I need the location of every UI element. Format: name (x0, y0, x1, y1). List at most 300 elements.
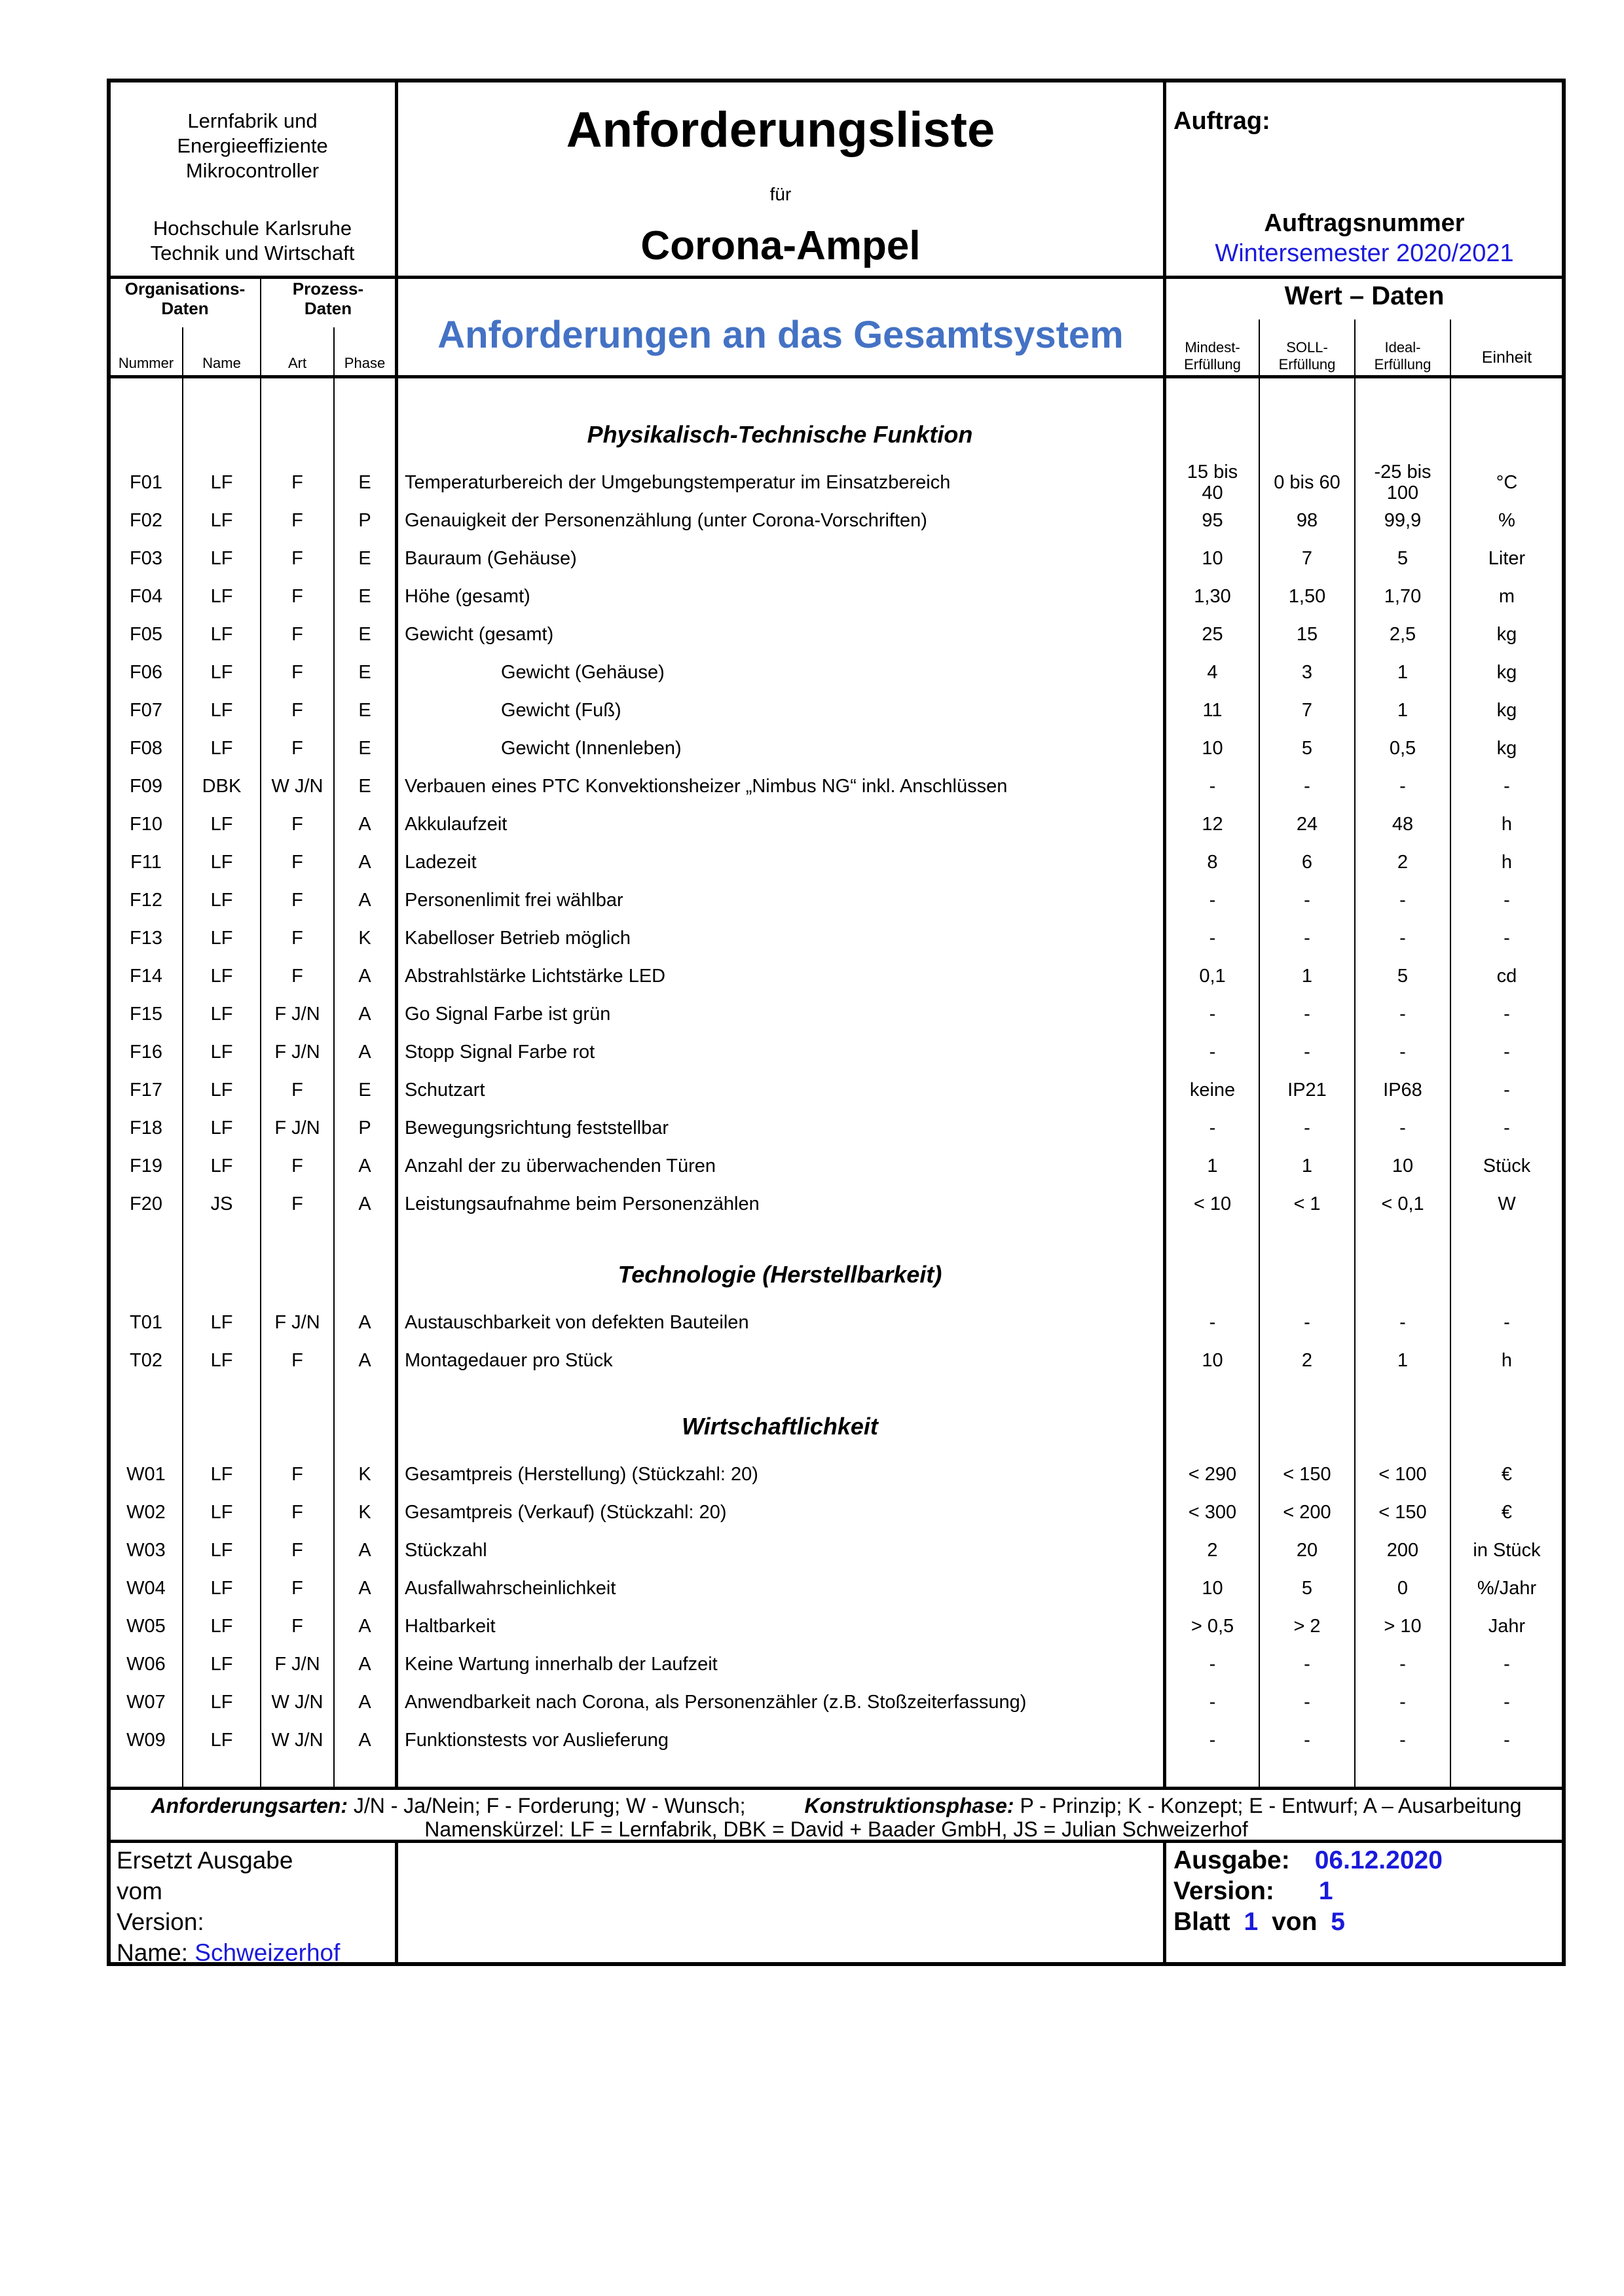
cell-nr: F13 (130, 928, 162, 949)
cell-unit: - (1504, 890, 1510, 911)
cell-description: Bauraum (Gehäuse) (405, 548, 577, 569)
cell-description: Leistungsaufnahme beim Personenzählen (405, 1194, 760, 1214)
cell-description: Montagedauer pro Stück (405, 1350, 613, 1371)
cell-soll: 5 (1301, 738, 1313, 759)
cell-nr: T01 (130, 1312, 162, 1333)
cell-unit: m (1498, 586, 1515, 607)
org-data-group: Organisations- Daten (124, 279, 246, 318)
cell-unit: %/Jahr (1477, 1578, 1537, 1599)
cell-description: Anzahl der zu überwachenden Türen (405, 1156, 716, 1176)
cell-art: F (291, 928, 303, 949)
cell-description: Go Signal Farbe ist grün (405, 1004, 611, 1025)
cell-phase: E (358, 1080, 371, 1101)
cell-unit: W (1498, 1194, 1516, 1214)
cell-art: F (291, 966, 303, 987)
cell-soll: 5 (1301, 1578, 1313, 1599)
cell-nr: F05 (130, 624, 162, 645)
cell-min: keine (1189, 1080, 1236, 1101)
cell-unit: kg (1496, 624, 1517, 645)
cell-nr: W02 (126, 1502, 166, 1523)
cell-description: Verbauen eines PTC Konvektionsheizer „Nimbus NG“ inkl. Anschlüssen (405, 776, 1008, 797)
cell-unit: - (1504, 776, 1510, 797)
cell-name: LF (210, 1616, 233, 1637)
cell-phase: E (358, 662, 371, 683)
cell-nr: W05 (126, 1616, 166, 1637)
cell-min: 10 (1202, 1350, 1223, 1371)
cell-unit: - (1504, 1730, 1510, 1751)
cell-unit: Stück (1483, 1156, 1531, 1176)
cell-min: - (1209, 1118, 1216, 1139)
cell-min: < 10 (1193, 1194, 1232, 1214)
cell-phase: E (358, 738, 371, 759)
cell-description: Gesamtpreis (Verkauf) (Stückzahl: 20) (405, 1502, 727, 1523)
cell-nr: F07 (130, 700, 162, 721)
legend (110, 1794, 1562, 1841)
cell-nr: T02 (130, 1350, 162, 1371)
cell-art: F (291, 738, 303, 759)
cell-ideal: 10 (1392, 1156, 1414, 1176)
cell-min: 10 (1202, 548, 1223, 569)
cell-ideal: 48 (1392, 814, 1414, 835)
section-title: Physikalisch-Technische Funktion (587, 421, 973, 448)
cell-art: F J/N (274, 1004, 320, 1025)
cell-min: 15 bis 40 (1187, 462, 1238, 503)
cell-phase: A (358, 1730, 371, 1751)
footer-name-value: Schweizerhof (194, 1939, 341, 1966)
cell-ideal: - (1399, 890, 1406, 911)
cell-nr: F17 (130, 1080, 162, 1101)
cell-unit: kg (1496, 662, 1517, 683)
cell-name: LF (210, 1540, 233, 1561)
cell-phase: A (358, 1654, 371, 1675)
cell-art: F (291, 1194, 303, 1214)
col-header-nummer: Nummer (118, 355, 174, 371)
section-title: Wirtschaftlichkeit (682, 1413, 878, 1440)
cell-nr: F04 (130, 586, 162, 607)
fuer-label: für (769, 184, 792, 204)
cell-name: LF (210, 586, 233, 607)
cell-nr: W01 (126, 1464, 166, 1485)
cell-ideal: - (1399, 776, 1406, 797)
product-name: Corona-Ampel (640, 223, 921, 268)
cell-name: LF (210, 472, 233, 493)
cell-soll: > 2 (1293, 1616, 1321, 1637)
cell-description: Gewicht (Gehäuse) (501, 662, 665, 683)
cell-min: 1,30 (1194, 586, 1231, 607)
cell-min: 8 (1207, 852, 1218, 873)
cell-phase: P (358, 510, 371, 531)
cell-name: LF (210, 814, 233, 835)
cell-soll: - (1304, 776, 1310, 797)
cell-art: F (291, 662, 303, 683)
cell-nr: W06 (126, 1654, 166, 1675)
cell-min: - (1209, 1654, 1216, 1675)
cell-nr: W09 (126, 1730, 166, 1751)
footer-left-border (395, 1840, 398, 1964)
cell-phase: A (358, 1156, 371, 1176)
cell-phase: A (358, 1312, 371, 1333)
cell-name: LF (210, 738, 233, 759)
footer-right: Ausgabe: 06.12.2020 Version: 1 Blatt 1 von 5 (1173, 1846, 1443, 1936)
cell-phase: E (358, 548, 371, 569)
col-header-ideal: Ideal- Erfüllung (1374, 339, 1431, 373)
cell-art: W J/N (271, 1730, 323, 1751)
cell-soll: - (1304, 1730, 1310, 1751)
cell-ideal: 200 (1386, 1540, 1419, 1561)
cell-min: 10 (1202, 738, 1223, 759)
cell-nr: F02 (130, 510, 162, 531)
cell-min: < 290 (1188, 1464, 1237, 1485)
cell-name: LF (210, 1578, 233, 1599)
cell-phase: E (358, 700, 371, 721)
cell-unit: h (1501, 814, 1513, 835)
cell-phase: A (358, 1042, 371, 1063)
cell-art: F J/N (274, 1118, 320, 1139)
cell-min: 4 (1207, 662, 1218, 683)
cell-nr: F08 (130, 738, 162, 759)
cell-unit: Liter (1488, 548, 1526, 569)
cell-nr: F16 (130, 1042, 162, 1063)
col-header-min: Mindest- Erfüllung (1184, 339, 1241, 373)
cell-nr: F06 (130, 662, 162, 683)
footer-right-border (1163, 1840, 1166, 1964)
cell-phase: K (358, 1502, 371, 1523)
cell-min: - (1209, 928, 1216, 949)
cell-ideal: - (1399, 1004, 1406, 1025)
cell-soll: 1 (1301, 966, 1313, 987)
cell-ideal: < 100 (1378, 1464, 1427, 1485)
cell-phase: A (358, 1692, 371, 1713)
cell-description: Genauigkeit der Personenzählung (unter Corona-Vorschriften) (405, 510, 927, 531)
cell-name: LF (210, 1350, 233, 1371)
cell-soll: - (1304, 1118, 1310, 1139)
cell-art: F (291, 548, 303, 569)
cell-ideal: - (1399, 1692, 1406, 1713)
cell-description: Abstrahlstärke Lichtstärke LED (405, 966, 666, 987)
cell-unit: - (1504, 1080, 1510, 1101)
cell-phase: A (358, 890, 371, 911)
cell-art: F (291, 814, 303, 835)
cell-art: F (291, 1350, 303, 1371)
cell-nr: W03 (126, 1540, 166, 1561)
cell-description: Schutzart (405, 1080, 485, 1101)
auftragsnummer-label: Auftragsnummer (1264, 210, 1465, 237)
cell-ideal: - (1399, 1312, 1406, 1333)
org-name: Lernfabrik und Energieeffiziente Mikrocontroller (177, 109, 328, 182)
cell-name: LF (210, 624, 233, 645)
cell-description: Ausfallwahrscheinlichkeit (405, 1578, 616, 1599)
cell-name: LF (210, 1080, 233, 1101)
cell-nr: F18 (130, 1118, 162, 1139)
cell-ideal: 5 (1397, 966, 1409, 987)
col-header-art: Art (287, 355, 307, 371)
col-header-name: Name (202, 355, 241, 371)
cell-soll: 6 (1301, 852, 1313, 873)
cell-art: W J/N (271, 776, 323, 797)
section-title: Technologie (Herstellbarkeit) (618, 1261, 942, 1288)
col-header-soll: SOLL- Erfüllung (1278, 339, 1336, 373)
cell-ideal: - (1399, 1730, 1406, 1751)
cell-min: 0,1 (1199, 966, 1226, 987)
subheader-separator (107, 375, 1566, 378)
cell-art: F (291, 472, 303, 493)
cell-nr: F09 (130, 776, 162, 797)
cell-ideal: 2 (1397, 852, 1409, 873)
cell-nr: W04 (126, 1578, 166, 1599)
cell-phase: A (358, 1616, 371, 1637)
cell-name: LF (210, 1004, 233, 1025)
cell-ideal: - (1399, 928, 1406, 949)
cell-ideal: IP68 (1383, 1080, 1422, 1101)
cell-art: F (291, 1156, 303, 1176)
col-header-phase: Phase (344, 355, 386, 371)
cell-art: F (291, 852, 303, 873)
cell-name: LF (210, 1118, 233, 1139)
cell-soll: IP21 (1287, 1080, 1327, 1101)
cell-ideal: 1 (1397, 662, 1409, 683)
cell-min: < 300 (1188, 1502, 1237, 1523)
cell-unit: in Stück (1473, 1540, 1541, 1561)
cell-nr: F15 (130, 1004, 162, 1025)
cell-min: - (1209, 1312, 1216, 1333)
cell-phase: E (358, 624, 371, 645)
cell-name: LF (210, 928, 233, 949)
document-title: Anforderungsliste (566, 102, 995, 158)
cell-description: Gewicht (Innenleben) (501, 738, 682, 759)
cell-unit: - (1504, 1654, 1510, 1675)
cell-name: DBK (202, 776, 242, 797)
cell-unit: - (1504, 1692, 1510, 1713)
cell-unit: cd (1496, 966, 1517, 987)
cell-description: Kabelloser Betrieb möglich (405, 928, 631, 949)
cell-phase: P (358, 1118, 371, 1139)
cell-art: F (291, 624, 303, 645)
ausgabe-value: 06.12.2020 (1314, 1846, 1443, 1874)
cell-name: LF (210, 1502, 233, 1523)
cell-phase: K (358, 928, 371, 949)
cell-ideal: 0,5 (1389, 738, 1416, 759)
cell-ideal: 0 (1397, 1578, 1409, 1599)
legend-names: Namenskürzel: LF = Lernfabrik, DBK = David + Baader GmbH, JS = Julian Schweizerhof (424, 1817, 1248, 1841)
cell-ideal: - (1399, 1654, 1406, 1675)
cell-soll: 3 (1301, 662, 1313, 683)
cell-unit: % (1498, 510, 1515, 531)
process-data-group: Prozess- Daten (292, 279, 364, 318)
cell-soll: - (1304, 1654, 1310, 1675)
cell-min: 25 (1202, 624, 1223, 645)
cell-soll: - (1304, 928, 1310, 949)
cell-ideal: 2,5 (1389, 624, 1416, 645)
cell-min: 95 (1202, 510, 1223, 531)
cell-min: 2 (1207, 1540, 1218, 1561)
cell-unit: - (1504, 1004, 1510, 1025)
cell-phase: K (358, 1464, 371, 1485)
cell-name: LF (210, 1042, 233, 1063)
cell-min: - (1209, 1004, 1216, 1025)
cell-description: Haltbarkeit (405, 1616, 496, 1637)
cell-nr: F10 (130, 814, 162, 835)
cell-ideal: - (1399, 1042, 1406, 1063)
cell-phase: E (358, 586, 371, 607)
cell-unit: kg (1496, 700, 1517, 721)
cell-unit: h (1501, 1350, 1513, 1371)
cell-description: Personenlimit frei wählbar (405, 890, 623, 911)
cell-soll: 15 (1296, 624, 1318, 645)
cell-ideal: < 0,1 (1381, 1194, 1424, 1214)
cell-name: LF (210, 1730, 233, 1751)
cell-unit: Jahr (1488, 1616, 1526, 1637)
cell-description: Gewicht (gesamt) (405, 624, 554, 645)
cell-soll: 24 (1296, 814, 1318, 835)
cell-name: LF (210, 1156, 233, 1176)
auftragsnummer-value: Wintersemester 2020/2021 (1215, 240, 1514, 267)
cell-phase: A (358, 852, 371, 873)
cell-name: LF (210, 1464, 233, 1485)
cell-name: LF (210, 662, 233, 683)
cell-name: LF (210, 966, 233, 987)
cell-min: - (1209, 1730, 1216, 1751)
cell-min: > 0,5 (1190, 1616, 1234, 1637)
cell-description: Gewicht (Fuß) (501, 700, 621, 721)
cell-nr: F03 (130, 548, 162, 569)
cell-description: Anwendbarkeit nach Corona, als Personenzähler (z.B. Stoßzeiterfassung) (405, 1692, 1027, 1713)
cell-art: F (291, 1616, 303, 1637)
cell-unit: °C (1496, 472, 1518, 493)
cell-soll: 2 (1301, 1350, 1313, 1371)
cell-unit: - (1504, 1042, 1510, 1063)
col-header-unit: Einheit (1481, 348, 1532, 367)
cell-min: 11 (1202, 700, 1223, 721)
cell-art: F (291, 1502, 303, 1523)
von-value: 5 (1331, 1908, 1345, 1936)
cell-ideal: 1 (1397, 1350, 1409, 1371)
cell-ideal: < 150 (1378, 1502, 1427, 1523)
cell-nr: F11 (130, 852, 162, 873)
cell-unit: € (1501, 1502, 1513, 1523)
cell-art: F J/N (274, 1042, 320, 1063)
cell-name: LF (210, 1312, 233, 1333)
cell-description: Stückzahl (405, 1540, 487, 1561)
cell-description: Stopp Signal Farbe rot (405, 1042, 595, 1063)
cell-art: F (291, 1464, 303, 1485)
blatt-value: 1 (1244, 1908, 1259, 1936)
cell-soll: 1,50 (1288, 586, 1326, 607)
cell-soll: < 1 (1293, 1194, 1321, 1214)
cell-art: F (291, 586, 303, 607)
cell-description: Keine Wartung innerhalb der Laufzeit (405, 1654, 718, 1675)
cell-soll: - (1304, 1004, 1310, 1025)
cell-min: - (1209, 890, 1216, 911)
cell-soll: - (1304, 1042, 1310, 1063)
cell-soll: - (1304, 1312, 1310, 1333)
cell-unit: h (1501, 852, 1513, 873)
cell-ideal: -25 bis 100 (1374, 462, 1431, 503)
cell-description: Akkulaufzeit (405, 814, 507, 835)
cell-phase: E (358, 472, 371, 493)
cell-soll: 7 (1301, 700, 1313, 721)
cell-name: LF (210, 890, 233, 911)
cell-min: 12 (1202, 814, 1223, 835)
cell-art: F (291, 1578, 303, 1599)
cell-phase: A (358, 1350, 371, 1371)
cell-unit: - (1504, 928, 1510, 949)
cell-nr: F01 (130, 472, 162, 493)
cell-soll: 20 (1296, 1540, 1318, 1561)
cell-art: F (291, 700, 303, 721)
cell-phase: A (358, 1004, 371, 1025)
cell-art: W J/N (271, 1692, 323, 1713)
cell-description: Funktionstests vor Auslieferung (405, 1730, 669, 1751)
footer-left: Ersetzt Ausgabe vom Version: Name: Schweizerhof (117, 1847, 341, 1966)
cell-ideal: - (1399, 1118, 1406, 1139)
cell-min: 10 (1202, 1578, 1223, 1599)
cell-nr: F19 (130, 1156, 162, 1176)
cell-phase: A (358, 814, 371, 835)
legend-top-line (107, 1787, 1566, 1790)
cell-soll: - (1304, 1692, 1310, 1713)
version-value: 1 (1318, 1877, 1333, 1905)
cell-unit: - (1504, 1118, 1510, 1139)
cell-phase: A (358, 966, 371, 987)
cell-description: Gesamtpreis (Herstellung) (Stückzahl: 20) (405, 1464, 758, 1485)
cell-unit: kg (1496, 738, 1517, 759)
cell-nr: F14 (130, 966, 162, 987)
cell-phase: E (358, 776, 371, 797)
cell-min: - (1209, 1042, 1216, 1063)
cell-soll: < 200 (1283, 1502, 1331, 1523)
cell-art: F J/N (274, 1654, 320, 1675)
cell-description: Bewegungsrichtung feststellbar (405, 1118, 669, 1139)
cell-name: LF (210, 700, 233, 721)
cell-description: Ladezeit (405, 852, 477, 873)
cell-ideal: 5 (1397, 548, 1409, 569)
cell-ideal: 1 (1397, 700, 1409, 721)
cell-nr: F20 (130, 1194, 162, 1214)
cell-phase: A (358, 1194, 371, 1214)
cell-description: Höhe (gesamt) (405, 586, 530, 607)
cell-soll: 98 (1296, 510, 1318, 531)
cell-ideal: > 10 (1384, 1616, 1422, 1637)
cell-art: F (291, 890, 303, 911)
cell-soll: - (1304, 890, 1310, 911)
cell-name: LF (210, 852, 233, 873)
cell-soll: 0 bis 60 (1274, 472, 1340, 493)
cell-ideal: 99,9 (1384, 510, 1422, 531)
cell-name: JS (210, 1194, 233, 1214)
auftrag-label: Auftrag: (1173, 107, 1270, 135)
cell-name: LF (210, 548, 233, 569)
value-data-group: Wert – Daten (1284, 282, 1445, 310)
legend-line-1: Anforderungsarten: J/N - Ja/Nein; F - Forderung; W - Wunsch; Konstruktionsphase: P - Prinzip; K - Konzept; E - Entwurf; A – Ausarbeitung (151, 1794, 1522, 1817)
cell-soll: < 150 (1283, 1464, 1331, 1485)
cell-art: F (291, 1540, 303, 1561)
cell-art: F (291, 510, 303, 531)
cell-description: Austauschbarkeit von defekten Bauteilen (405, 1312, 749, 1333)
cell-ideal: 1,70 (1384, 586, 1422, 607)
cell-name: LF (210, 1654, 233, 1675)
cell-nr: F12 (130, 890, 162, 911)
cell-soll: 7 (1301, 548, 1313, 569)
cell-description: Temperaturbereich der Umgebungstemperatur im Einsatzbereich (405, 472, 951, 493)
section-main-title: Anforderungen an das Gesamtsystem (437, 314, 1124, 356)
cell-name: LF (210, 1692, 233, 1713)
cell-min: - (1209, 1692, 1216, 1713)
cell-unit: € (1501, 1464, 1513, 1485)
cell-soll: 1 (1301, 1156, 1313, 1176)
cell-min: 1 (1207, 1156, 1218, 1176)
cell-art: F J/N (274, 1312, 320, 1333)
cell-art: F (291, 1080, 303, 1101)
